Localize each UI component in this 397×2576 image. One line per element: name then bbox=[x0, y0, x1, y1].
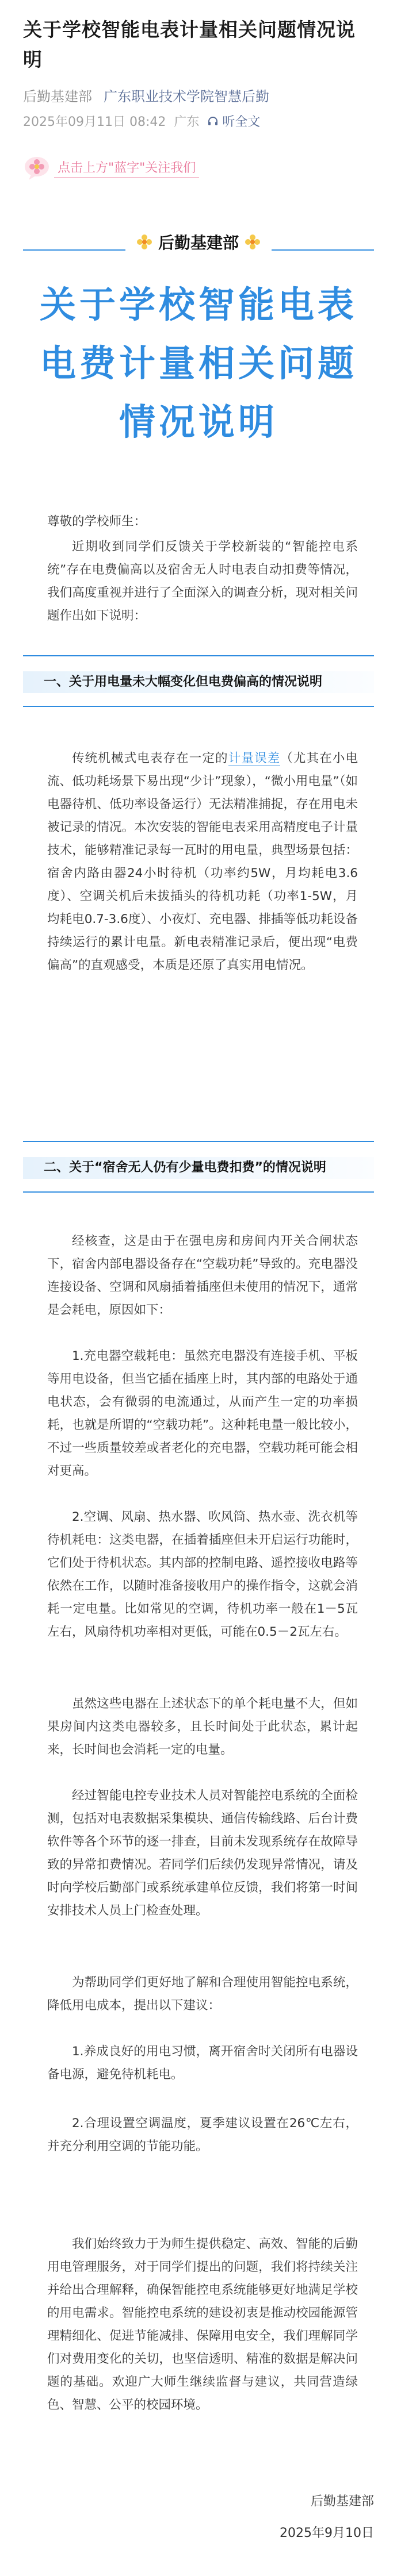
article-meta bbox=[0, 75, 397, 105]
tip-2: 2.合理设置空调温度，夏季建议设置在26℃左右，并充分利用空调的节能功能。 bbox=[47, 2116, 358, 2154]
article-submeta bbox=[0, 105, 397, 130]
section-header-2 bbox=[23, 1141, 374, 1193]
follow-hint-text: 点击上方"蓝字"关注我们 bbox=[54, 158, 199, 178]
headphone-icon bbox=[207, 116, 219, 127]
intro-paragraph: 近期收到同学们反馈关于学校新装的“智能控电系统”存在电费偏高以及宿舍无人时电表自动扣费等情况，我们高度重视并进行了全面深入的调查分析，现对相关问题作出如下说明： bbox=[47, 540, 358, 623]
headline-line: 关于学校智能电表 bbox=[40, 284, 357, 326]
follow-hint[interactable] bbox=[23, 153, 397, 183]
section-2-paragraph-3: 经过智能电控专业技术人员对智能控电系统的全面检测，包括对电表数据采集模块、通信传输线路、后台计费软件等各个环节的逐一排查，目前未发现系统存在故障导致的异常扣费情况。若同学们后续仍发现异常情况，请及时向学校后勤部门或系统承建单位反馈，我们将第一时间安排技术人员上门检查处理。 bbox=[47, 1789, 358, 1918]
tip-1: 1.养成良好的用电习惯，离开宿舍时关闭所有电器设备电源，避免待机耗电。 bbox=[47, 2044, 358, 2082]
measurement-error-link[interactable]: 计量误差 bbox=[228, 751, 281, 766]
listen-label: 听全文 bbox=[222, 115, 261, 129]
section-header-1 bbox=[23, 655, 374, 707]
section-2-item-2: 2.空调、风扇、热水器、吹风筒、热水壶、洗衣机等待机耗电：这类电器，在插着插座但未开启运行功能时，它们处于待机状态。其内部的控制电路、遥控接收电路等依然在工作，以随时准备接收用户的操作指令，这就会消耗一定电量。比如常见的空调，待机功率一般在1－5瓦左右，风扇待机功率相对更低，可能在0.5－2瓦左右。 bbox=[47, 1510, 358, 1639]
section-2-paragraph-1: 经核查，这是由于在强电房和房间内开关合闸状态下，宿舍内部电器设备存在“空载功耗”导致的。充电器没连接设备、空调和风扇插着插座但未使用的情况下，通常是会耗电，原因如下： bbox=[47, 1234, 358, 1317]
signature-dept: 后勤基建部 bbox=[310, 2494, 374, 2509]
publish-location: 广东 bbox=[174, 115, 200, 129]
section-2-paragraph-2: 虽然这些电器在上述状态下的单个耗电量不大，但如果房间内这类电器较多，且长时间处于此状态，累计起来，长时间也会消耗一定的电量。 bbox=[47, 1697, 358, 1757]
sec1-text-pre: 传统机械式电表存在一定的 bbox=[72, 751, 228, 766]
flower-icon bbox=[136, 234, 152, 250]
section-1-paragraph bbox=[47, 747, 358, 977]
banner-headline bbox=[0, 276, 397, 452]
section-2-item-1: 1.充电器空载耗电：虽然充电器没有连接手机、平板等用电设备，但当它插在插座上时，其内部的电路处于通电状态，会有微弱的电流通过，从而产生一定的功率损耗，也就是所谓的“空载功耗”。这种耗电量一般比较小，不过一些质量较差或者老化的充电器，空载功耗可能会相对更高。 bbox=[47, 1349, 358, 1478]
flower-bubble-icon bbox=[23, 154, 51, 182]
flower-icon bbox=[245, 234, 261, 250]
account-name[interactable]: 后勤基建部 bbox=[23, 89, 92, 105]
banner-dept: 后勤基建部 bbox=[158, 233, 239, 252]
section-2-paragraph-4: 为帮助同学们更好地了解和合理使用智能控电系统，降低用电成本，提出以下建议： bbox=[47, 1975, 358, 2013]
headline-line: 电费计量相关问题 bbox=[40, 343, 357, 385]
banner-dept-tag bbox=[125, 227, 272, 257]
greeting: 尊敬的学校师生： bbox=[47, 514, 147, 529]
publish-date: 2025年09月11日 08:42 bbox=[23, 115, 166, 129]
headline-line: 情况说明 bbox=[119, 401, 278, 443]
sec1-text-post: （尤其在小电流、低功耗场景下易出现“少计”现象），“微小用电量”（如电器待机、低功率设备运行）无法精准捕捉，存在用电未被记录的情况。本次安装的智能电表采用高精度电子计量技术，能够精准记录每一瓦时的用电量，典型场景包括：宿舍内路由器24小时待机（功率约5W，月均耗电3.6度）、空调关机后未拔插头的待机功耗（功率1-5W，月均耗电0.7-3.6度）、小夜灯、充电器、排插等低功耗设备持续运行的累计电量。新电表精准记录后，便出现“电费偏高”的直观感受，本质是还原了真实用电情况。 bbox=[47, 751, 358, 972]
listen-button[interactable] bbox=[207, 112, 260, 130]
section-title-1: 一、关于用电量未大幅变化但电费偏高的情况说明 bbox=[44, 675, 323, 689]
org-name[interactable]: 广东职业技术学院智慧后勤 bbox=[104, 89, 269, 105]
signature-date: 2025年9月10日 bbox=[280, 2526, 374, 2540]
article-title: 关于学校智能电表计量相关问题情况说明 bbox=[23, 18, 356, 71]
section-title-2: 二、关于“宿舍无人仍有少量电费扣费”的情况说明 bbox=[44, 1160, 326, 1175]
closing-paragraph: 我们始终致力于为师生提供稳定、高效、智能的后勤用电管理服务，对于同学们提出的问题，我们将持续关注并给出合理解释，确保智能控电系统能够更好地满足学校的用电需求。智能控电系统的建设初衷是推动校园能源管理精细化、促进节能减排、保障用电安全，我们理解同学们对费用变化的关切，也坚信透明、精准的数据是解决问题的基础。欢迎广大师生继续监督与建议，共同营造绿色、智慧、公平的校园环境。 bbox=[47, 2237, 358, 2412]
